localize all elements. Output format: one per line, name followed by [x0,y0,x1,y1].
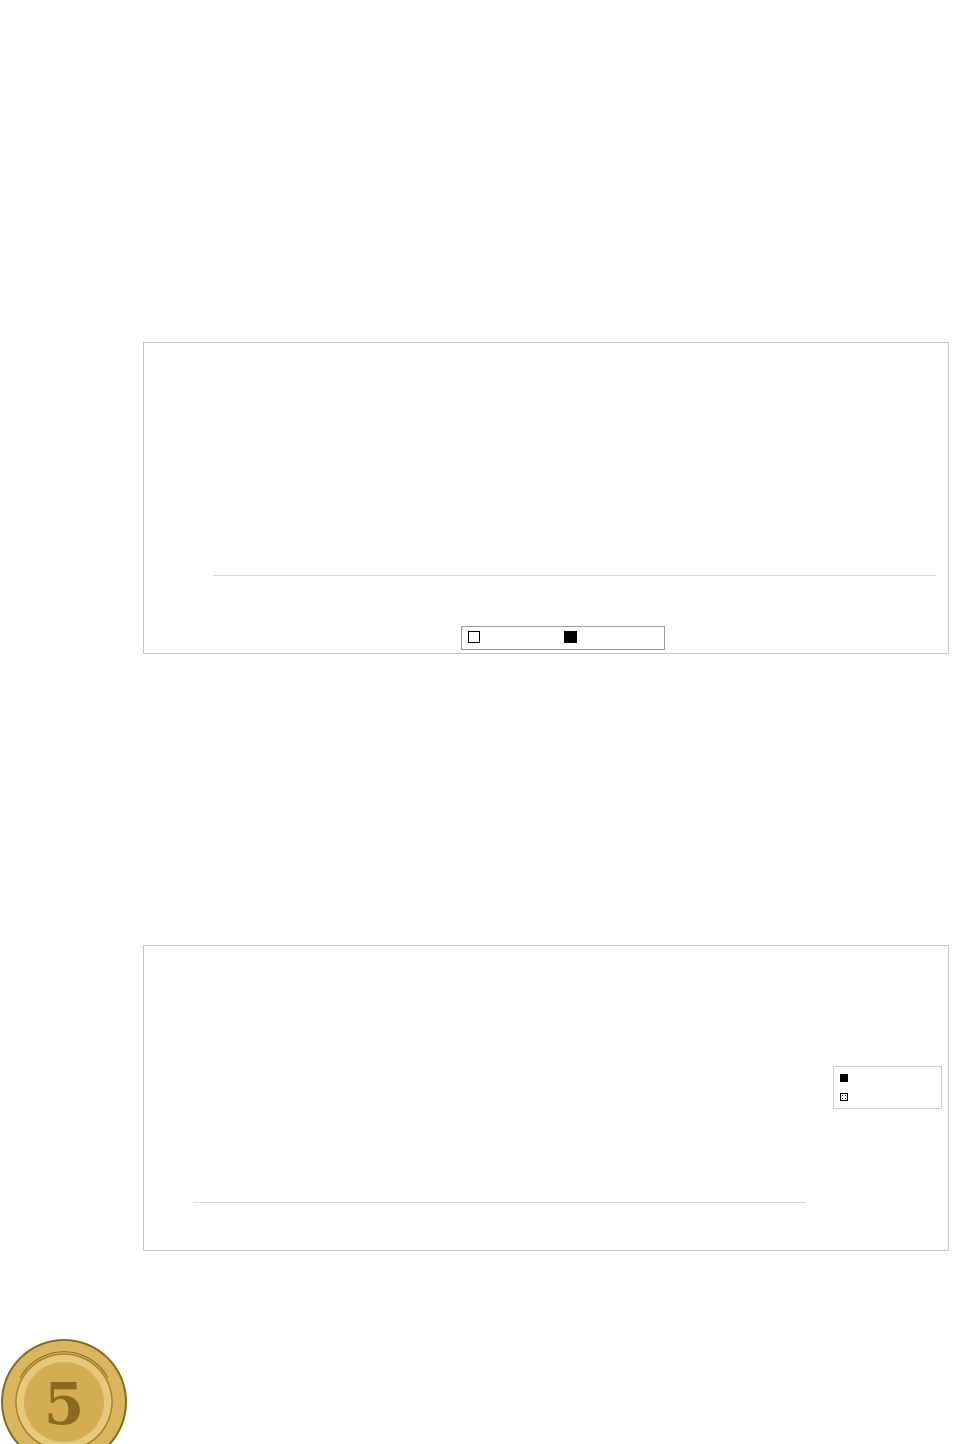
page-footer [134,1372,146,1396]
legend-box [462,627,665,650]
svg-text:5: 5 [43,1370,85,1438]
chart2-legend [834,1067,942,1109]
paragraph-3 [136,752,958,786]
legend-swatch-arabia [841,1094,848,1101]
chart2-frame [144,946,949,1251]
legend-swatch-wolumen [564,631,577,643]
chart1-legend [462,627,665,650]
figure-1-chart [143,342,949,654]
figure-2-chart [143,945,949,1251]
legend-swatch-chiny [840,1074,848,1082]
paragraph-2 [136,235,958,269]
legend-swatch-wartosc [469,632,480,643]
legend-box [834,1067,942,1109]
chart1-frame [144,343,949,654]
zpsb-seal-logo [0,1338,128,1444]
